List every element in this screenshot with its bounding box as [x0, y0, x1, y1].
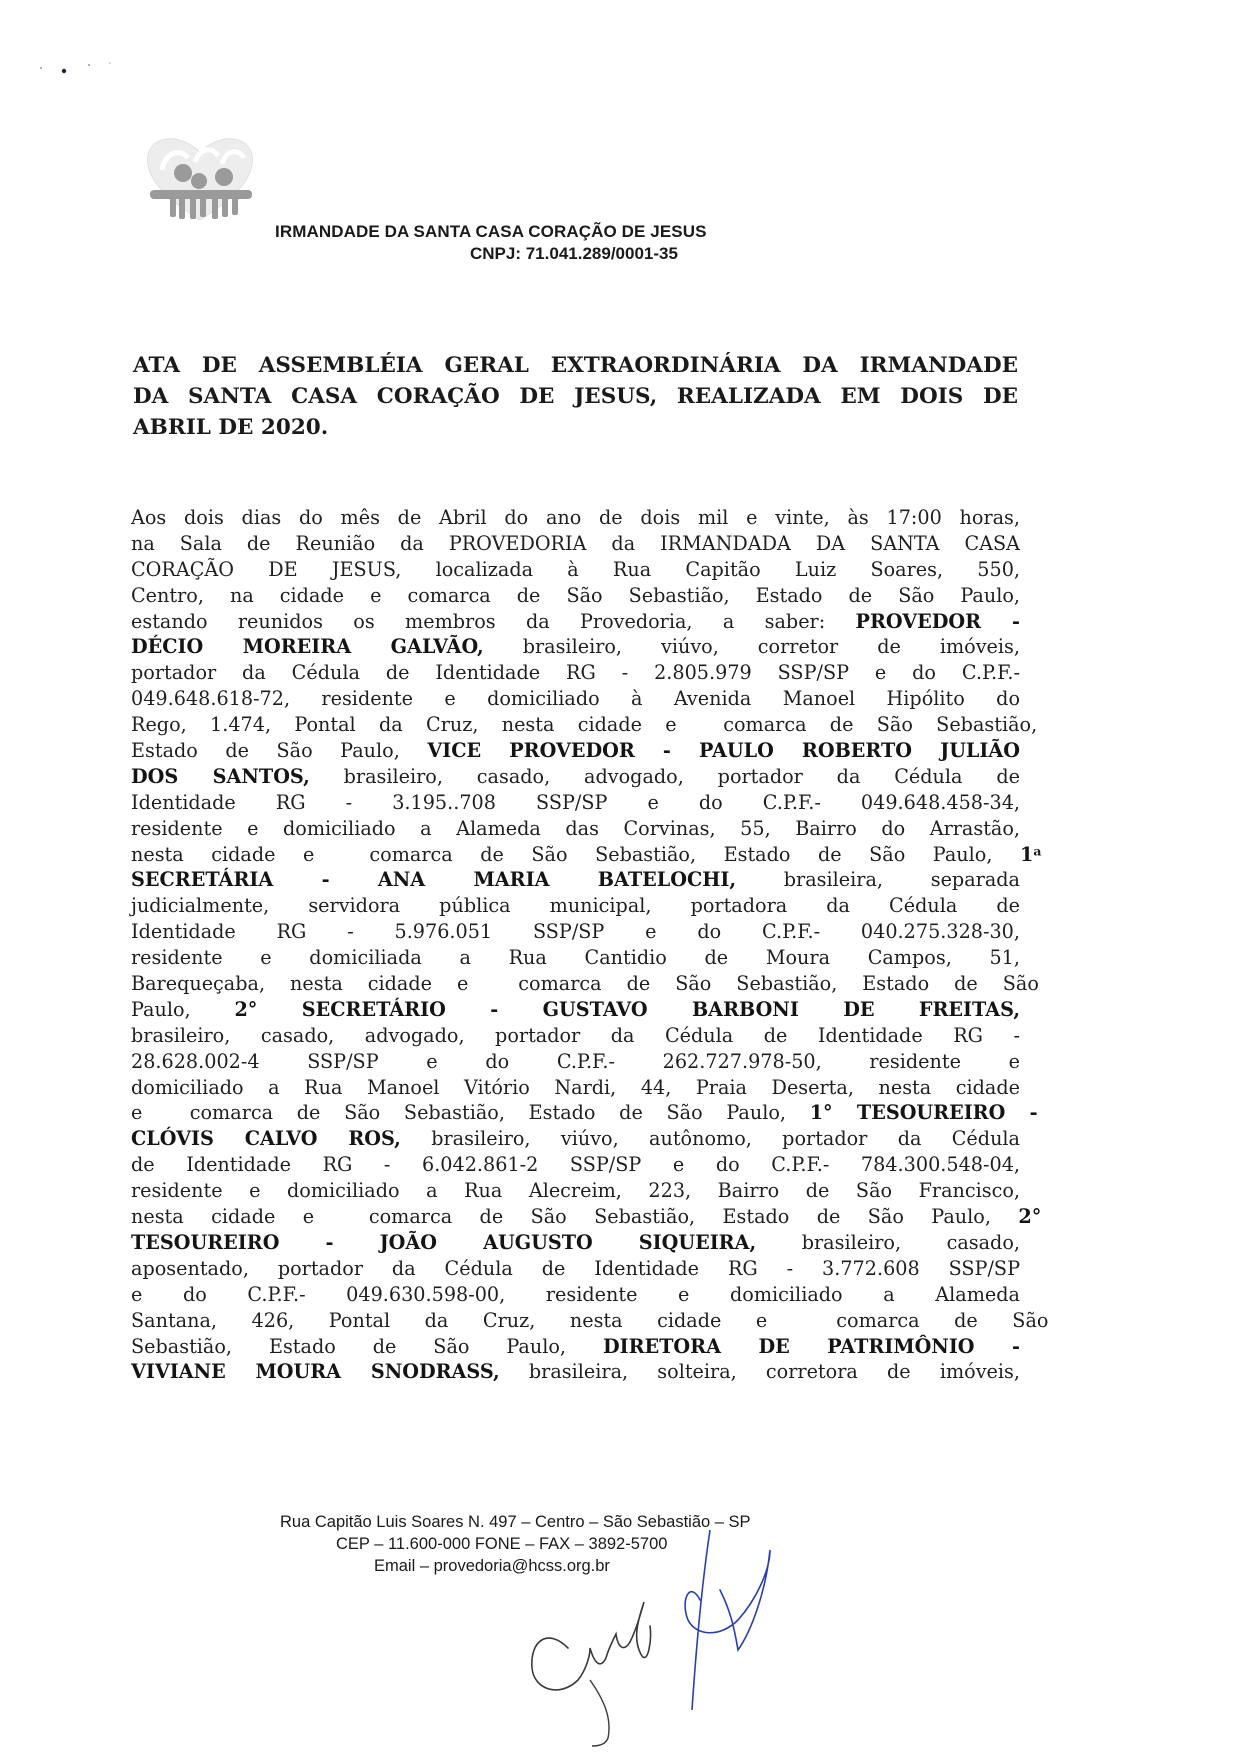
body-line [131, 790, 1020, 816]
body-line [131, 1308, 1049, 1334]
bold-text-segment: 2° SECRETÁRIO - GUSTAVO BARBONI DE FREITAS, [234, 997, 1020, 1021]
body-line [131, 686, 1020, 712]
body-line [131, 893, 1020, 919]
text-segment: brasileira, separada [736, 868, 1020, 892]
bold-text-segment: SECRETÁRIA - ANA MARIA BATELOCHI, [131, 868, 737, 892]
text-segment: e comarca de São Sebastião, Estado de São Paulo, [131, 1101, 810, 1125]
body-line [131, 1075, 1020, 1101]
text-segment: brasileiro, viúvo, autônomo, portador da Cédula [400, 1127, 1021, 1151]
bold-text-segment: DÉCIO MOREIRA GALVÃO, [131, 635, 484, 659]
text-segment: brasileiro, casado, advogado, portador da Cédula de [309, 764, 1020, 788]
body-line [131, 531, 1020, 557]
footer-email: Email – provedoria@hcss.org.br [374, 1557, 610, 1575]
text-segment: e do C.P.F.- 049.630.598-00, residente e domiciliado a Alameda [131, 1282, 1020, 1306]
text-segment: nesta cidade e comarca de São Sebastião, Estado de São Paulo, [131, 1205, 1019, 1229]
text-segment: Identidade RG - 3.195..708 SSP/SP e do C.P.F.- 049.648.458-34, [131, 790, 1020, 814]
text-segment: Santana, 426, Pontal da Cruz, nesta cidade e comarca de São [131, 1308, 1049, 1332]
body-line [131, 557, 1020, 583]
text-segment: judicialmente, servidora pública municipal, portadora da Cédula de [131, 894, 1020, 918]
body-line [131, 919, 1020, 945]
text-segment: brasileira, solteira, corretora de imóveis, [499, 1360, 1020, 1384]
body-line [131, 1023, 1020, 1049]
text-segment: de Identidade RG - 6.042.861-2 SSP/SP e do C.P.F.- 784.300.548-04, [131, 1153, 1020, 1177]
bold-text-segment: VICE PROVEDOR - PAULO ROBERTO JULIÃO [427, 739, 1020, 763]
bold-text-segment: PROVEDOR - [855, 609, 1020, 633]
body-line [131, 1256, 1020, 1282]
body-line [131, 634, 1020, 660]
footer-address: Rua Capitão Luis Soares N. 497 – Centro – São Sebastião – SP [280, 1513, 751, 1531]
footer-contact: CEP – 11.600-000 FONE – FAX – 3892-5700 [336, 1535, 668, 1553]
body-line [131, 1049, 1020, 1075]
body-line [131, 1230, 1020, 1256]
body-line [131, 971, 1039, 997]
text-segment: Sebastião, Estado de São Paulo, [131, 1334, 603, 1358]
body-line [131, 1152, 1020, 1178]
text-segment: residente e domiciliada a Rua Cantidio de Moura Campos, 51, [131, 946, 1020, 970]
text-segment: estando reunidos os membros da Provedoria, a saber: [131, 609, 856, 633]
bold-text-segment: 2° [1018, 1205, 1042, 1229]
body-line [131, 660, 1020, 686]
scan-specks-decoration [35, 55, 115, 85]
text-segment: nesta cidade e comarca de São Sebastião, Estado de São Paulo, [131, 842, 1020, 866]
body-line [131, 1178, 1020, 1204]
text-segment: brasileiro, casado, advogado, portador da Cédula de Identidade RG - [131, 1023, 1020, 1047]
body-line [131, 609, 1020, 635]
organization-cnpj: CNPJ: 71.041.289/0001-35 [470, 244, 678, 263]
bold-text-segment: a [1033, 842, 1042, 858]
bold-text-segment: 1 [1019, 842, 1034, 866]
body-line [131, 505, 1020, 531]
text-segment: residente e domiciliado a Alameda das Corvinas, 55, Bairro do Arrastão, [131, 816, 1020, 840]
bold-text-segment: DIRETORA DE PATRIMÔNIO - [602, 1334, 1021, 1358]
text-segment: CORAÇÃO DE JESUS, localizada à Rua Capitão Luiz Soares, 550, [131, 557, 1020, 581]
bold-text-segment: VIVIANE MOURA SNODRASS, [131, 1360, 500, 1384]
handwritten-signature-black-icon [532, 1602, 651, 1746]
text-segment: brasileiro, casado, [756, 1230, 1020, 1254]
body-line [131, 997, 1020, 1023]
text-segment: 049.648.618-72, residente e domiciliado à Avenida Manoel Hipólito do [131, 687, 1020, 711]
bold-text-segment: DOS SANTOS, [131, 764, 310, 788]
text-segment: brasileiro, viúvo, corretor de imóveis, [483, 635, 1020, 659]
text-segment: Centro, na cidade e comarca de São Sebastião, Estado de São Paulo, [131, 583, 1020, 607]
text-segment: Estado de São Paulo, [131, 739, 428, 763]
bold-text-segment: CLÓVIS CALVO ROS, [131, 1127, 401, 1151]
body-line [131, 712, 1038, 738]
text-segment: portador da Cédula de Identidade RG - 2.805.979 SSP/SP e do C.P.F.- [131, 661, 1020, 685]
text-segment: Rego, 1.474, Pontal da Cruz, nesta cidade e comarca de São Sebastião, [131, 713, 1038, 737]
organization-name: IRMANDADE DA SANTA CASA CORAÇÃO DE JESUS [275, 222, 707, 241]
text-segment: Identidade RG - 5.976.051 SSP/SP e do C.P.F.- 040.275.328-30, [131, 920, 1020, 944]
heart-with-people-logo [140, 130, 260, 225]
body-line [131, 738, 1020, 764]
body-line [131, 1204, 1042, 1230]
body-line [131, 945, 1020, 971]
text-segment: 28.628.002-4 SSP/SP e do C.P.F.- 262.727.978-50, residente e [131, 1049, 1020, 1073]
text-segment: Barequeçaba, nesta cidade e comarca de São Sebastião, Estado de São [131, 972, 1039, 996]
body-line [131, 1334, 1020, 1360]
text-segment: aposentado, portador da Cédula de Identidade RG - 3.772.608 SSP/SP [131, 1256, 1020, 1280]
text-segment: Aos dois dias do mês de Abril do ano de dois mil e vinte, às 17:00 horas, [131, 506, 1020, 529]
bold-text-segment: TESOUREIRO - JOÃO AUGUSTO SIQUEIRA, [131, 1230, 757, 1254]
body-line [131, 842, 1042, 868]
body-line [131, 583, 1020, 609]
text-segment: residente e domiciliado a Rua Alecreim, 223, Bairro de São Francisco, [131, 1179, 1020, 1203]
body-line [131, 867, 1020, 893]
minutes-body-paragraph [131, 505, 1049, 1385]
body-line [131, 1282, 1020, 1308]
signatures [520, 1530, 780, 1753]
bold-text-segment: 1° TESOUREIRO - [809, 1101, 1038, 1125]
text-segment: Paulo, [131, 997, 235, 1021]
body-line [131, 764, 1020, 790]
handwritten-signature-blue-icon [685, 1530, 770, 1710]
title-line: ATA DE ASSEMBLÉIA GERAL EXTRAORDINÁRIA DA IRMANDADE [133, 353, 1018, 378]
body-line [131, 1100, 1038, 1126]
title-line: DA SANTA CASA CORAÇÃO DE JESUS, REALIZADA EM DOIS DE [133, 384, 1018, 409]
body-line [131, 1126, 1020, 1152]
body-line [131, 816, 1020, 842]
document-title [133, 350, 1018, 443]
text-segment: domiciliado a Rua Manoel Vitório Nardi, 44, Praia Deserta, nesta cidade [131, 1075, 1020, 1099]
text-segment: na Sala de Reunião da PROVEDORIA da IRMANDADA DA SANTA CASA [131, 531, 1020, 555]
body-line [131, 1359, 1020, 1385]
title-line: ABRIL DE 2020. [133, 415, 329, 440]
